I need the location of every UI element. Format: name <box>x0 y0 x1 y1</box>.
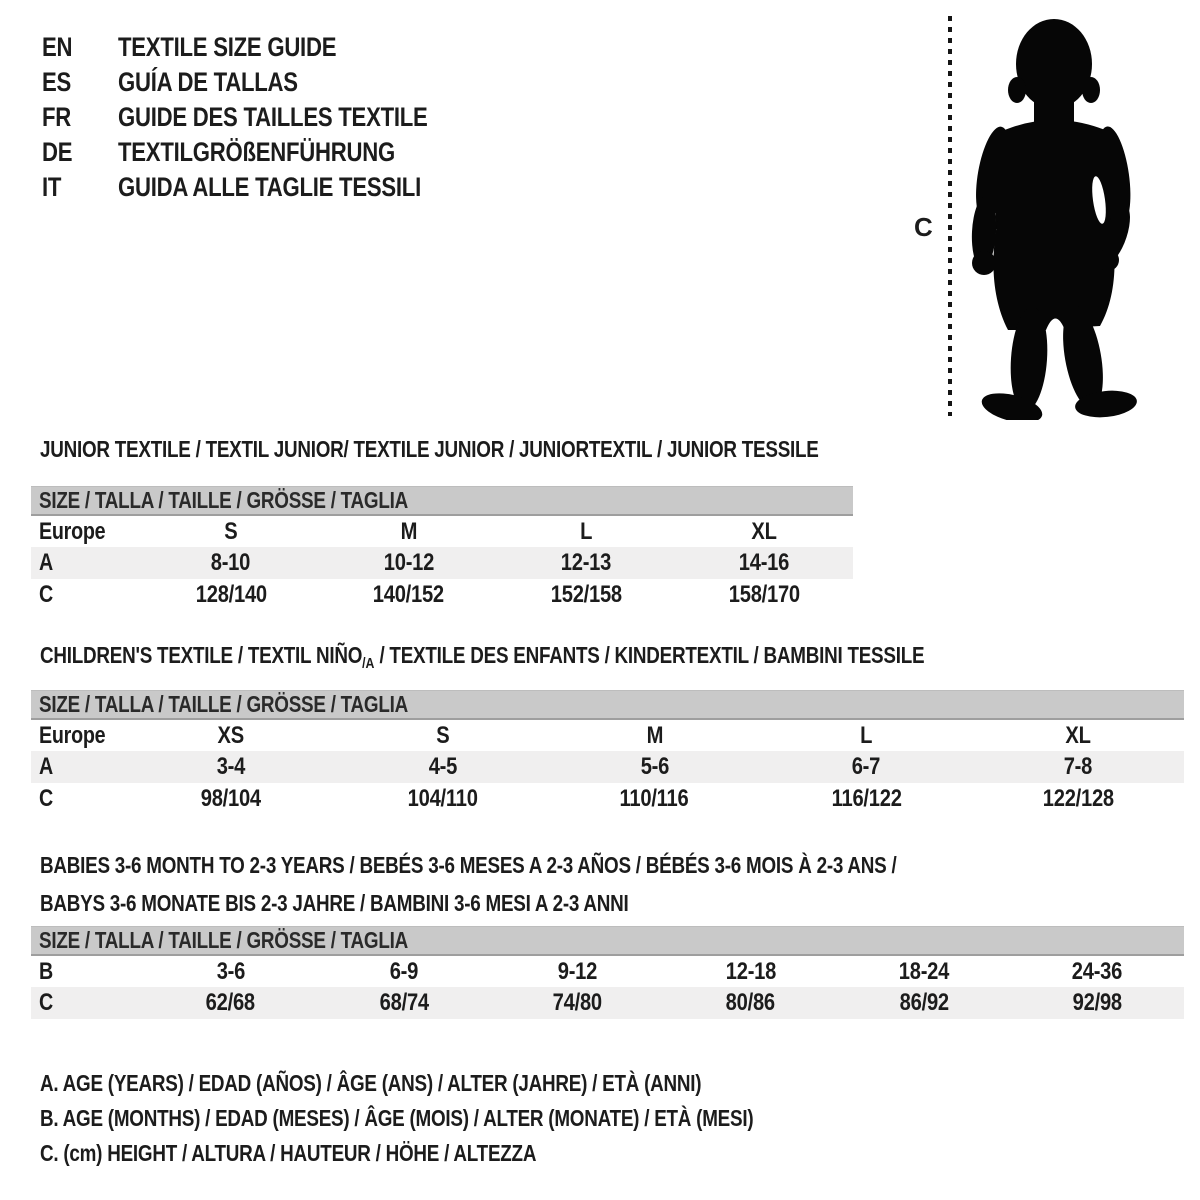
size-cell-text: L <box>580 517 593 545</box>
age-cell-text: 12-18 <box>725 957 776 985</box>
height-cell <box>491 987 664 1019</box>
age-cell-text: 6-7 <box>852 753 881 780</box>
height-cell <box>498 579 676 611</box>
age-cell-text: 5-6 <box>640 753 669 780</box>
height-cell-text: 140/152 <box>373 581 445 608</box>
legend-line-c-text: C. (cm) HEIGHT / ALTURA / HAUTEUR / HÖHE / ALTEZZA <box>40 1140 537 1166</box>
size-header-label: SIZE / TALLA / TAILLE / GRÖSSE / TAGLIA <box>39 927 408 953</box>
height-cell <box>837 987 1010 1019</box>
size-header-band <box>31 927 1184 956</box>
row-label-text: C <box>39 785 53 812</box>
age-cell-text: 14-16 <box>738 549 790 576</box>
age-cell <box>491 955 664 987</box>
size-header-row <box>31 927 1184 956</box>
height-cell <box>320 579 498 611</box>
size-cell-text: M <box>400 517 417 545</box>
age-cell-text: 3-4 <box>216 753 246 780</box>
age-cell-text: 8-10 <box>211 549 251 576</box>
height-cm-row <box>31 987 1184 1019</box>
age-cell <box>142 547 320 579</box>
language-code: IT <box>42 172 62 202</box>
row-label-text: Europe <box>39 721 106 749</box>
baby-shorts <box>993 218 1114 330</box>
size-header-label: SIZE / TALLA / TAILLE / GRÖSSE / TAGLIA <box>39 691 408 717</box>
size-header-band <box>31 487 853 516</box>
height-cell-text: 92/98 <box>1072 989 1122 1016</box>
row-label <box>31 783 125 815</box>
language-row-en <box>42 30 496 65</box>
row-label <box>31 579 142 611</box>
height-cell-text: 152/158 <box>550 581 622 608</box>
size-cell-text: XS <box>217 721 245 749</box>
legend-line-a <box>40 1066 910 1101</box>
children-size-table <box>31 690 1184 815</box>
babies-title-line2 <box>40 884 1085 922</box>
height-cell-text: 80/86 <box>726 989 776 1016</box>
age-cell <box>317 955 490 987</box>
age-cell-text: 3-6 <box>216 957 245 985</box>
height-cell-text: 104/110 <box>407 785 478 812</box>
size-cell <box>125 719 337 751</box>
age-cell <box>320 547 498 579</box>
row-label-text: A <box>39 753 53 780</box>
row-label <box>31 751 125 783</box>
children-title-pre: CHILDREN'S TEXTILE / TEXTIL NIÑO <box>40 642 363 668</box>
babies-section-title <box>40 846 1085 922</box>
legend-line-b <box>40 1101 910 1136</box>
age-cell <box>1011 955 1184 987</box>
height-cell-text: 68/74 <box>379 989 429 1016</box>
row-label <box>31 515 142 547</box>
height-cell-text: 128/140 <box>195 581 267 608</box>
guide-title-fr: GUIDE DES TAILLES TEXTILE <box>118 102 428 132</box>
children-section-title-text <box>40 642 924 677</box>
height-cell <box>760 783 972 815</box>
children-title-post: / TEXTILE DES ENFANTS / KINDERTEXTIL / BAMBINI TESSILE <box>374 642 925 668</box>
height-cell <box>144 987 317 1019</box>
height-measure-dashed-line <box>948 16 952 416</box>
size-cell-text: L <box>860 721 873 749</box>
height-cm-row <box>31 579 853 611</box>
babies-size-table <box>31 926 1184 1019</box>
age-cell-text: 18-24 <box>898 957 950 985</box>
guide-title-en: TEXTILE SIZE GUIDE <box>118 32 337 62</box>
row-label-text: C <box>39 989 53 1016</box>
row-label <box>31 987 144 1019</box>
size-cell <box>498 515 676 547</box>
language-code: ES <box>42 67 72 97</box>
age-cell <box>144 955 317 987</box>
size-cell <box>337 719 549 751</box>
height-cell-text: 86/92 <box>899 989 949 1016</box>
row-label-text: B <box>39 957 53 985</box>
baby-hand-right <box>1097 249 1119 271</box>
size-cell <box>972 719 1184 751</box>
baby-ear-right <box>1082 77 1100 103</box>
children-section-title <box>40 642 1118 677</box>
age-cell <box>760 751 972 783</box>
height-cell-text: 110/116 <box>620 785 689 812</box>
size-cell <box>142 515 320 547</box>
size-cell-text: S <box>224 517 238 545</box>
language-code: FR <box>42 102 72 132</box>
age-cell-text: 10-12 <box>383 549 434 576</box>
baby-silhouette-icon <box>962 14 1138 420</box>
babies-title-line2-text: BABYS 3-6 MONATE BIS 2-3 JAHRE / BAMBINI 3-6 MESI A 2-3 ANNI <box>40 890 629 916</box>
size-header-row <box>31 487 853 516</box>
size-cell <box>320 515 498 547</box>
europe-sizes-row <box>31 719 1184 751</box>
age-months-row <box>31 955 1184 987</box>
age-cell-text: 12-13 <box>561 549 612 576</box>
height-cell-text: 116/122 <box>831 785 902 812</box>
guide-title-es: GUÍA DE TALLAS <box>118 67 298 97</box>
row-label <box>31 955 144 987</box>
height-cm-row <box>31 783 1184 815</box>
height-cell <box>317 987 490 1019</box>
row-label-text: C <box>39 581 53 608</box>
age-cell <box>125 751 337 783</box>
legend-line-a-text: A. AGE (YEARS) / EDAD (AÑOS) / ÂGE (ANS) / ALTER (JAHRE) / ETÀ (ANNI) <box>40 1070 702 1096</box>
size-cell-text: S <box>436 721 450 749</box>
guide-title-de: TEXTILGRÖßENFÜHRUNG <box>118 137 395 167</box>
age-cell <box>549 751 761 783</box>
legend-line-c <box>40 1136 910 1171</box>
row-label-text: Europe <box>39 517 106 545</box>
language-row-es <box>42 65 496 100</box>
baby-ear-left <box>1008 77 1026 103</box>
size-cell <box>549 719 761 751</box>
height-cell-text: 74/80 <box>552 989 602 1016</box>
size-cell-text: XL <box>1065 721 1091 749</box>
height-cell <box>549 783 761 815</box>
height-cell-text: 158/170 <box>728 581 800 608</box>
height-cell <box>142 579 320 611</box>
children-title-subscript: /A <box>362 655 375 672</box>
height-cell-text: 122/128 <box>1042 785 1114 812</box>
height-cell <box>972 783 1184 815</box>
age-cell <box>972 751 1184 783</box>
age-cell-text: 4-5 <box>428 753 457 780</box>
age-cell <box>837 955 1010 987</box>
height-cell <box>1011 987 1184 1019</box>
age-cell-text: 9-12 <box>557 957 597 985</box>
europe-sizes-row <box>31 515 853 547</box>
row-label <box>31 719 125 751</box>
age-cell <box>498 547 676 579</box>
height-cell <box>125 783 337 815</box>
height-cell-text: 98/104 <box>200 785 261 812</box>
size-cell-text: M <box>646 721 663 749</box>
row-label <box>31 547 142 579</box>
babies-title-line1 <box>40 846 1085 884</box>
baby-hand-left <box>972 251 996 275</box>
language-title-list <box>42 30 496 205</box>
size-header-band <box>31 691 1184 720</box>
height-cell <box>675 579 853 611</box>
baby-head <box>1016 19 1092 109</box>
legend-line-b-text: B. AGE (MONTHS) / EDAD (MESES) / ÂGE (MOIS) / ALTER (MONATE) / ETÀ (MESI) <box>40 1105 754 1131</box>
babies-title-line1-text: BABIES 3-6 MONTH TO 2-3 YEARS / BEBÉS 3-6 MESES A 2-3 AÑOS / BÉBÉS 3-6 MOIS À 2-3 ANS / <box>40 852 897 878</box>
language-code: EN <box>42 32 73 62</box>
age-cell <box>337 751 549 783</box>
language-code: DE <box>42 137 73 167</box>
age-cell-text: 24-36 <box>1072 957 1123 985</box>
age-cell <box>675 547 853 579</box>
size-cell <box>760 719 972 751</box>
size-header-row <box>31 691 1184 720</box>
size-cell-text: XL <box>751 517 777 545</box>
guide-title-it: GUIDA ALLE TAGLIE TESSILI <box>118 172 421 202</box>
age-cell-text: 6-9 <box>389 957 419 985</box>
junior-section-title-text: JUNIOR TEXTILE / TEXTIL JUNIOR/ TEXTILE JUNIOR / JUNIORTEXTIL / JUNIOR TESSILE <box>40 436 819 462</box>
age-cell <box>664 955 837 987</box>
row-label-text: A <box>39 549 53 576</box>
age-years-row <box>31 751 1184 783</box>
language-row-fr <box>42 100 496 135</box>
height-cell <box>664 987 837 1019</box>
junior-section-title <box>40 436 990 462</box>
junior-size-table <box>31 486 853 611</box>
language-row-it <box>42 170 496 205</box>
height-measure-label: C <box>914 212 933 242</box>
size-header-label: SIZE / TALLA / TAILLE / GRÖSSE / TAGLIA <box>39 487 408 513</box>
height-cell <box>337 783 549 815</box>
age-cell-text: 7-8 <box>1063 753 1093 780</box>
language-row-de <box>42 135 496 170</box>
size-cell <box>675 515 853 547</box>
height-cell-text: 62/68 <box>206 989 256 1016</box>
age-years-row <box>31 547 853 579</box>
measurement-legend <box>40 1066 910 1171</box>
